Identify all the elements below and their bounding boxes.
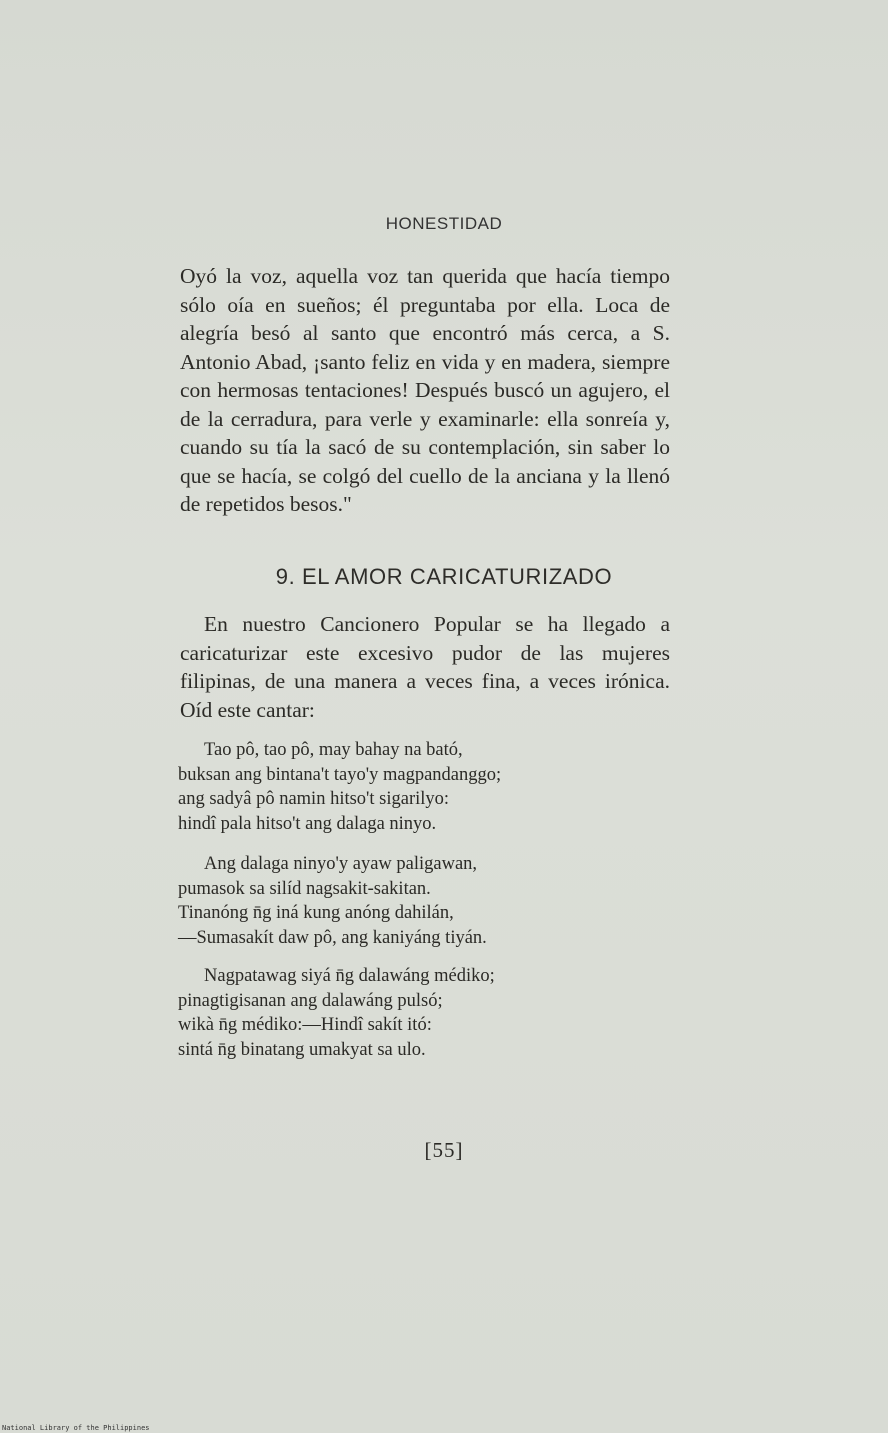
poem-stanza-3 bbox=[178, 964, 698, 1062]
poem-line: pinagtigisanan ang dalawáng pulsó; bbox=[178, 990, 443, 1011]
running-head: HONESTIDAD bbox=[385, 214, 503, 233]
paragraph-cancionero: En nuestro Cancionero Popular se ha llegado a caricaturizar este excesivo pudor de las mujeres filipinas, de una manera a veces fina, a veces irónica. Oíd este cantar: bbox=[180, 612, 670, 722]
page-number: [55] bbox=[424, 1138, 464, 1162]
poem-line: Tinanóng n̄g iná kung anóng dahilán, bbox=[178, 903, 454, 923]
poem-stanza-1 bbox=[178, 738, 698, 836]
poem-line: buksan ang bintana't tayo'y magpandanggo; bbox=[178, 764, 502, 785]
poem-line: ang sadyâ pô namin hitso't sigarilyo: bbox=[178, 789, 450, 809]
poem-line: Nagpatawag siyá n̄g dalawáng médiko; bbox=[204, 966, 495, 986]
poem-line: —Sumasakít daw pô, ang kaniyáng tiyán. bbox=[178, 927, 487, 948]
paragraph-honestidad: Oyó la voz, aquella voz tan querida que hacía tiempo sólo oía en sueños; él preguntaba por ella. Loca de alegría besó al santo que encontró más cerca, a S. Antonio Abad, ¡santo feliz en vida y en madera, siempre con hermosas tentaciones! Después buscó un agujero, el de la cerradura, para verle y examinarle: ella sonreía y, cuando su tía la sacó de su contemplación, sin saber lo que se hacía, se colgó del cuello de la anciana y la llenó de repetidos besos." bbox=[180, 264, 670, 516]
poem-line: Ang dalaga ninyo'y ayaw paligawan, bbox=[204, 854, 478, 874]
poem-stanza-2 bbox=[178, 852, 698, 950]
poem-line: sintá n̄g binatang umakyat sa ulo. bbox=[178, 1039, 426, 1060]
poem-line: wikà n̄g médiko:—Hindî sakít itó: bbox=[178, 1015, 432, 1035]
poem-line: Tao pô, tao pô, may bahay na bató, bbox=[204, 740, 463, 760]
poem-line: hindî pala hitso't ang dalaga ninyo. bbox=[178, 813, 437, 834]
poem-line: pumasok sa silíd nagsakit-sakitan. bbox=[178, 878, 431, 899]
library-credit: National Library of the Philippines bbox=[2, 1424, 150, 1432]
section-heading: 9. EL AMOR CARICATURIZADO bbox=[275, 564, 613, 589]
